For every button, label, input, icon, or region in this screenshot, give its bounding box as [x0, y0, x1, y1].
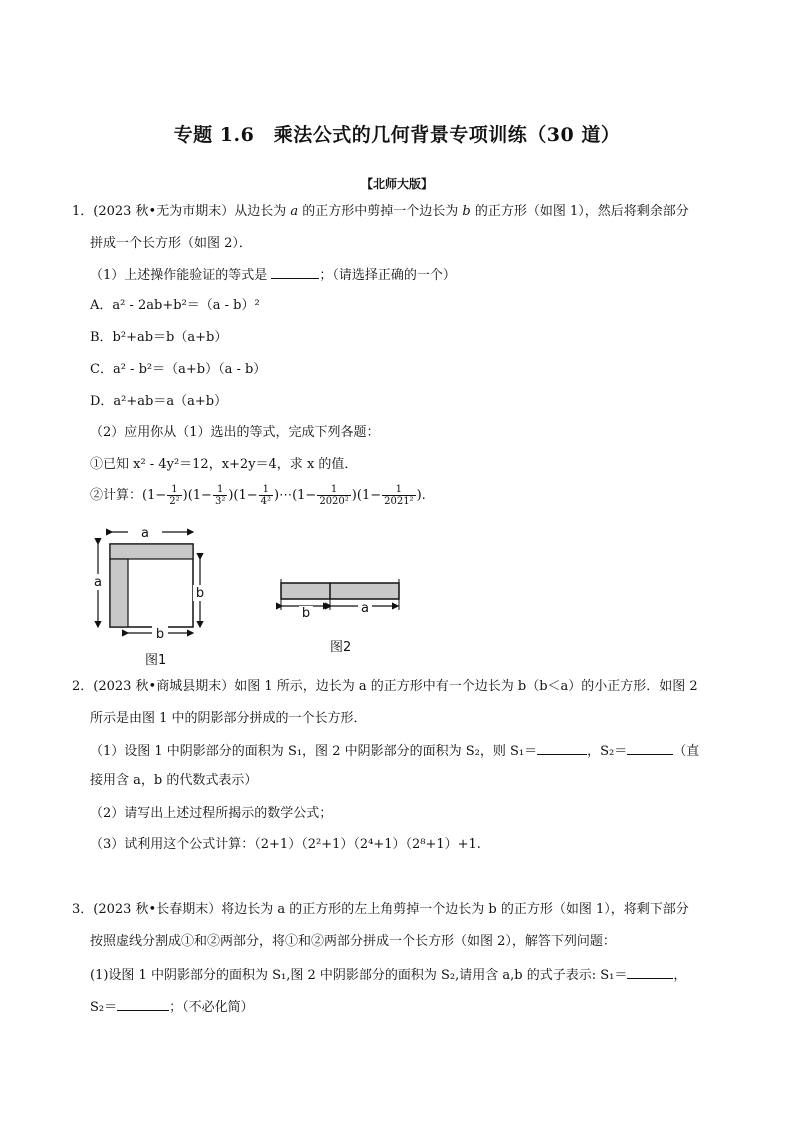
fig1-shaded-left	[110, 559, 128, 627]
q1-sub1	[90, 265, 456, 285]
q3-sub1-line2-b: ；（不必化简）	[169, 1000, 254, 1015]
q3-s1-blank[interactable]	[627, 965, 673, 979]
q2-sub1-b: ，S₂＝	[587, 744, 628, 759]
q2-s1-blank[interactable]	[537, 741, 587, 755]
fig1-label-b-right: b	[195, 586, 205, 601]
fig2-label-a: a	[361, 601, 369, 616]
q1-line1-b: 的正方形中剪掉一个边长为	[298, 204, 463, 219]
q1-option-c: C．a² - b²＝（a+b）（a - b）	[90, 362, 267, 377]
q3-s2-blank[interactable]	[117, 997, 169, 1011]
q1-option-b: B．b²+ab＝b（a+b）	[90, 330, 228, 345]
q2-sub2: （2）请写出上述过程所揭示的数学公式；	[90, 806, 333, 821]
q1-option-d: D．a²+ab＝a（a+b）	[90, 394, 228, 409]
figure-2-caption: 图2	[330, 640, 352, 655]
figure-1	[88, 522, 228, 652]
fig1-label-a-left: a	[94, 575, 102, 590]
figure-2	[276, 577, 406, 622]
q3-sub1-a: (1)设图 1 中阴影部分的面积为 S₁,图 2 中阴影部分的面积为 S₂,请用含 a,b 的式子表示: S₁＝	[90, 968, 628, 983]
q3-line1: 3．(2023 秋•长春期末）将边长为 a 的正方形的左上角剪掉一个边长为 b 的正方形（如图 1），将剩下部分	[72, 902, 689, 917]
page-title: 专题 1.6 乘法公式的几何背景专项训练（30 道）	[173, 124, 621, 146]
q1-option-a: A．a² - 2ab+b²＝（a - b）²	[90, 298, 260, 313]
q1-sub2: （2）应用你从（1）选出的等式，完成下列各题：	[90, 425, 380, 440]
q1-item2: ②计算：(1− $\frac{1}{\text{2²}}$ )(1− $\frac{1}{\text{3²}}$ )(1− $\frac{1}{\text{4²}}$ )⋯(1− $\frac{1}{\text{2020²}}$ )(1− $\frac{1}{\text{2021²}}$ ).	[90, 484, 426, 507]
q2-line1: 2．(2023 秋•商城县期末）如图 1 所示，边长为 a 的正方形中有一个边长为 b（b＜a）的小正方形．如图 2	[72, 679, 698, 694]
fig1-shaded-top	[110, 544, 193, 559]
q1-sub1-b: ；（请选择正确的一个）	[319, 268, 456, 283]
q2-sub1-a: （1）设图 1 中阴影部分的面积为 S₁，图 2 中阴影部分的面积为 S₂，则 S₁＝	[90, 744, 538, 759]
q3-sub1-line2-a: S₂＝	[90, 1000, 118, 1015]
q2-s2-blank[interactable]	[627, 741, 673, 755]
q2-line2: 所示是由图 1 中的阴影部分拼成的一个长方形．	[90, 711, 367, 726]
q3-sub1	[90, 965, 686, 985]
q3-sub1-b: ，	[673, 968, 687, 983]
q1-item1: ①已知 x² - 4y²＝12，x+2y＝4，求 x 的值．	[90, 457, 358, 472]
q1-sub1-a: （1）上述操作能验证的等式是	[90, 268, 272, 283]
q2-sub1	[90, 741, 699, 761]
fig1-label-a-top: a	[141, 526, 149, 541]
figure-1-caption: 图1	[145, 653, 167, 668]
fig2-label-b: b	[301, 606, 311, 621]
q2-sub3: （3）试利用这个公式计算：（2+1）（2²+1）（2⁴+1）（2⁸+1）+1.	[90, 837, 481, 852]
edition-label: 【北师大版】	[360, 177, 433, 191]
q1-item2-label: ②计算：	[90, 488, 143, 503]
q1-line1-a: 1．(2023 秋•无为市期末）从边长为	[72, 204, 291, 219]
q1-answer-blank[interactable]	[271, 265, 319, 279]
q1-line2: 拼成一个长方形（如图 2）．	[90, 236, 252, 251]
q3-sub1-line2	[90, 997, 254, 1017]
q2-sub1-line2: 接用含 a，b 的代数式表示）	[90, 773, 258, 788]
q2-sub1-c: （直	[673, 744, 700, 759]
fig2-rectangle	[281, 583, 399, 599]
q3-line2: 按照虚线分割成①和②两部分，将①和②两部分拼成一个长方形（如图 2），解答下列问题：	[90, 934, 616, 949]
q1-line1: 1．(2023 秋•无为市期末）从边长为 a 的正方形中剪掉一个边长为 b 的正方形（如图 1），然后将剩余部分	[72, 204, 689, 219]
q1-line1-c: 的正方形（如图 1），然后将剩余部分	[470, 204, 689, 219]
fig1-label-b-bottom: b	[155, 627, 165, 642]
